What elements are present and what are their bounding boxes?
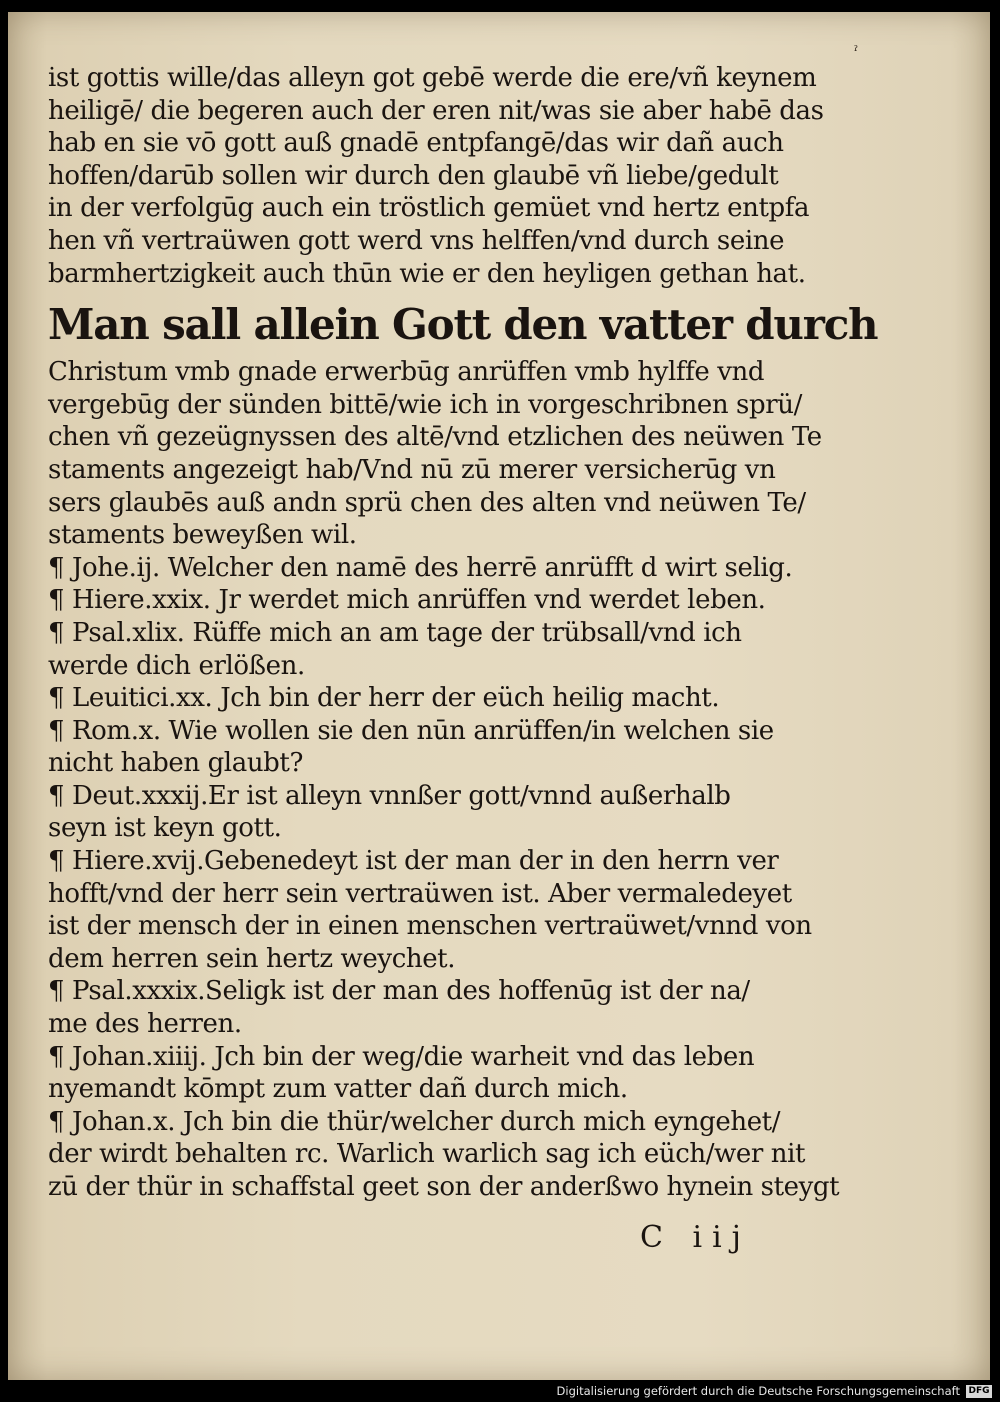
signature-mark: C iij xyxy=(640,1220,751,1255)
citation-line: ¶ Johan.xiiij. Jch bin der weg/die warheit vnd das leben xyxy=(48,1041,755,1072)
text-line: sers glaubēs auß andn sprü chen des alten vnd neüwen Te/ xyxy=(48,487,806,518)
text-line: zū der thür in schaffstal geet son der anderßwo hynein steygt xyxy=(48,1172,840,1202)
text-line: hab en sie vō gott auß gnadē entpfangē/das wir dañ auch xyxy=(48,128,784,159)
text-line: chen vñ gezeügnyssen des altē/vnd etzlichen des neüwen Te xyxy=(48,422,822,453)
text-line: seyn ist keyn gott. xyxy=(48,813,282,844)
citation-line: ¶ Hiere.xxix. Jr werdet mich anrüffen vnd werdet leben. xyxy=(48,585,766,616)
corner-mark: ˀ xyxy=(854,44,858,60)
text-line: hoffen/darūb sollen wir durch den glaubē vñ liebe/gedult xyxy=(48,160,779,191)
text-line: vergebūg der sünden bittē/wie ich in vorgeschribnen sprü/ xyxy=(48,389,802,420)
citation-line: ¶ Johe.ij. Welcher den namē des herrē anrüfft d wirt selig. xyxy=(48,552,793,583)
text-line: dem herren sein hertz weychet. xyxy=(48,943,456,974)
citation-line: ¶ Hiere.xvij.Gebenedeyt ist der man der in den herrn ver xyxy=(48,846,779,877)
section-heading: Man sall allein Gott den vatter durch xyxy=(48,300,878,350)
text-line: Christum vmb gnade erwerbūg anrüffen vmb hylffe vnd xyxy=(48,357,765,388)
text-line: barmhertzigkeit auch thūn wie er den heyligen gethan hat. xyxy=(48,258,806,289)
citation-line: ¶ Psal.xxxix.Seligk ist der man des hoffenūg ist der na/ xyxy=(48,976,750,1007)
page-text xyxy=(48,62,878,1204)
text-line: staments beweyßen wil. xyxy=(48,520,357,551)
text-line: werde dich erlößen. xyxy=(48,650,305,681)
citation-line: ¶ Johan.x. Jch bin die thür/welcher durch mich eyngehet/ xyxy=(48,1106,781,1137)
text-line: me des herren. xyxy=(48,1009,242,1040)
citation-line: ¶ Psal.xlix. Rüffe mich an am tage der trübsall/vnd ich xyxy=(48,617,742,648)
footer-bar xyxy=(0,1380,1000,1402)
text-line: staments angezeigt hab/Vnd nū zū merer versicherūg vn xyxy=(48,454,776,485)
text-line: heiligē/ die begeren auch der eren nit/was sie aber habē das xyxy=(48,95,824,126)
citation-line: ¶ Leuitici.xx. Jch bin der herr der eüch heilig macht. xyxy=(48,683,720,714)
dfg-logo-icon: DFG xyxy=(966,1385,992,1398)
text-line: in der verfolgūg auch ein tröstlich gemüet vnd hertz entpfa xyxy=(48,193,810,224)
text-line: nyemandt kōmpt zum vatter dañ durch mich. xyxy=(48,1074,628,1105)
text-line: der wirdt behalten rc. Warlich warlich sag ich eüch/wer nit xyxy=(48,1139,806,1170)
footer-credit: Digitalisierung gefördert durch die Deutsche Forschungsgemeinschaft xyxy=(556,1384,960,1398)
text-line: nicht haben glaubt? xyxy=(48,748,304,779)
text-line: hen vñ vertraüwen gott werd vns helffen/vnd durch seine xyxy=(48,225,785,256)
citation-line: ¶ Deut.xxxij.Er ist alleyn vnnßer gott/vnnd außerhalb xyxy=(48,780,731,811)
text-line: ist der mensch der in einen menschen vertraüwet/vnnd von xyxy=(48,911,812,942)
text-line: hofft/vnd der herr sein vertraüwen ist. Aber vermaledeyet xyxy=(48,878,792,909)
text-line: ist gottis wille/das alleyn got gebē werde die ere/vñ keynem xyxy=(48,63,817,93)
citation-line: ¶ Rom.x. Wie wollen sie den nūn anrüffen/in welchen sie xyxy=(48,715,774,746)
